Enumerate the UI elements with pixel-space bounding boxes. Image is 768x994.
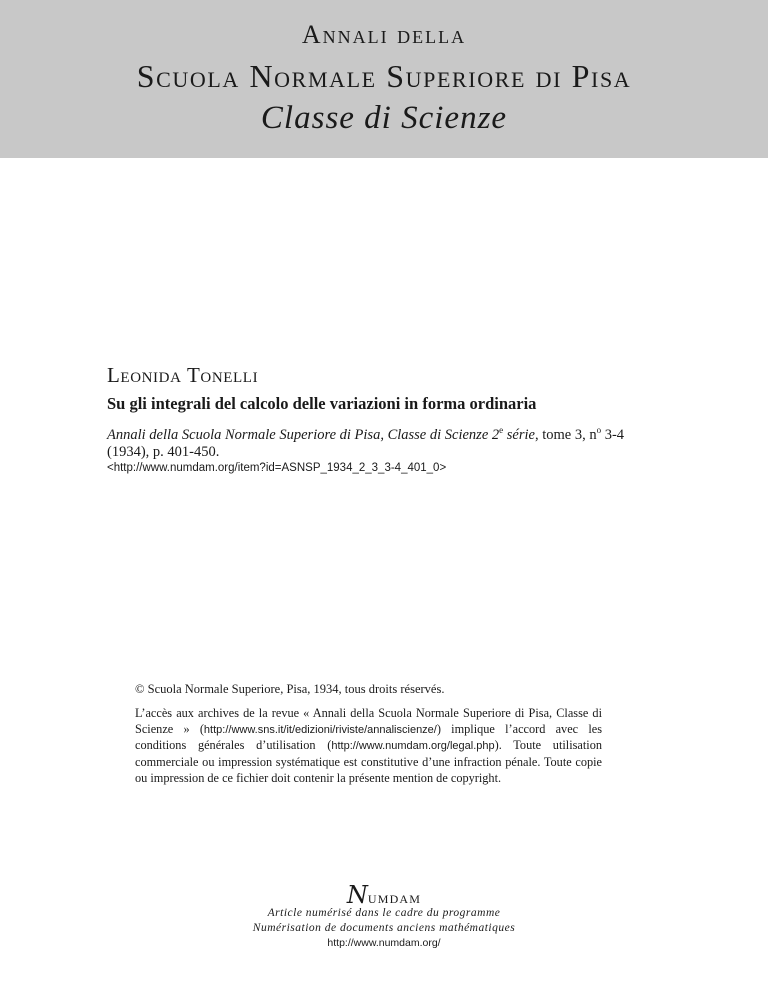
notice-journal-link[interactable]: http://www.sns.it/it/edizioni/riviste/annaliscienze/ [203, 723, 437, 736]
numdam-logo-text: umdam [367, 888, 422, 907]
numdam-logo [0, 881, 768, 909]
citation-number-sup: o [596, 425, 602, 436]
citation-series-sup: e [499, 425, 504, 436]
numdam-logo-initial: N [346, 881, 368, 909]
footer-numdam-link[interactable]: http://www.numdam.org/ [327, 937, 441, 949]
usage-notice [135, 706, 602, 787]
citation-journal: Annali della Scuola Normale Superiore di Pisa, Classe di Scienze 2 [107, 427, 500, 443]
banner-journal-section: Classe di Scienze [260, 100, 508, 136]
citation-pages: 3-4 (1934), p. 401-450. [107, 427, 625, 460]
citation-volume: , tome 3, n [534, 427, 597, 443]
banner-journal-prefix: Annali della [301, 20, 467, 49]
article-author: Leonida Tonelli [107, 363, 259, 387]
article-permalink[interactable]: <http://www.numdam.org/item?id=ASNSP_1934_2_3_3-4_401_0> [107, 462, 447, 474]
footer-project-line: Numérisation de documents anciens mathématiques [252, 922, 516, 934]
citation-series: série [503, 427, 535, 443]
copyright-line: © Scuola Normale Superiore, Pisa, 1934, tous droits réservés. [135, 682, 445, 696]
notice-text-2: ) implique l’accord avec les conditions générales d’utilisation ( [135, 721, 602, 753]
notice-text-3: ). Toute utilisation commerciale ou impression systématique est constitutive d’une infraction pénale. Toute copie ou impression de ce fichier doit contenir la présente mention de copyright. [135, 738, 602, 785]
banner-journal-name: Scuola Normale Superiore di Pisa [136, 58, 632, 94]
footer-program-line: Article numérisé dans le cadre du programme [267, 907, 501, 919]
article-title: Su gli integrali del calcolo delle variazioni in forma ordinaria [107, 394, 537, 413]
journal-banner [0, 0, 768, 158]
notice-text-1: L’accès aux archives de la revue « Annali della Scuola Normale Superiore di Pisa, Classe di Scienze » ( [135, 706, 602, 736]
notice-legal-link[interactable]: http://www.numdam.org/legal.php [331, 740, 495, 753]
article-citation [107, 427, 667, 461]
